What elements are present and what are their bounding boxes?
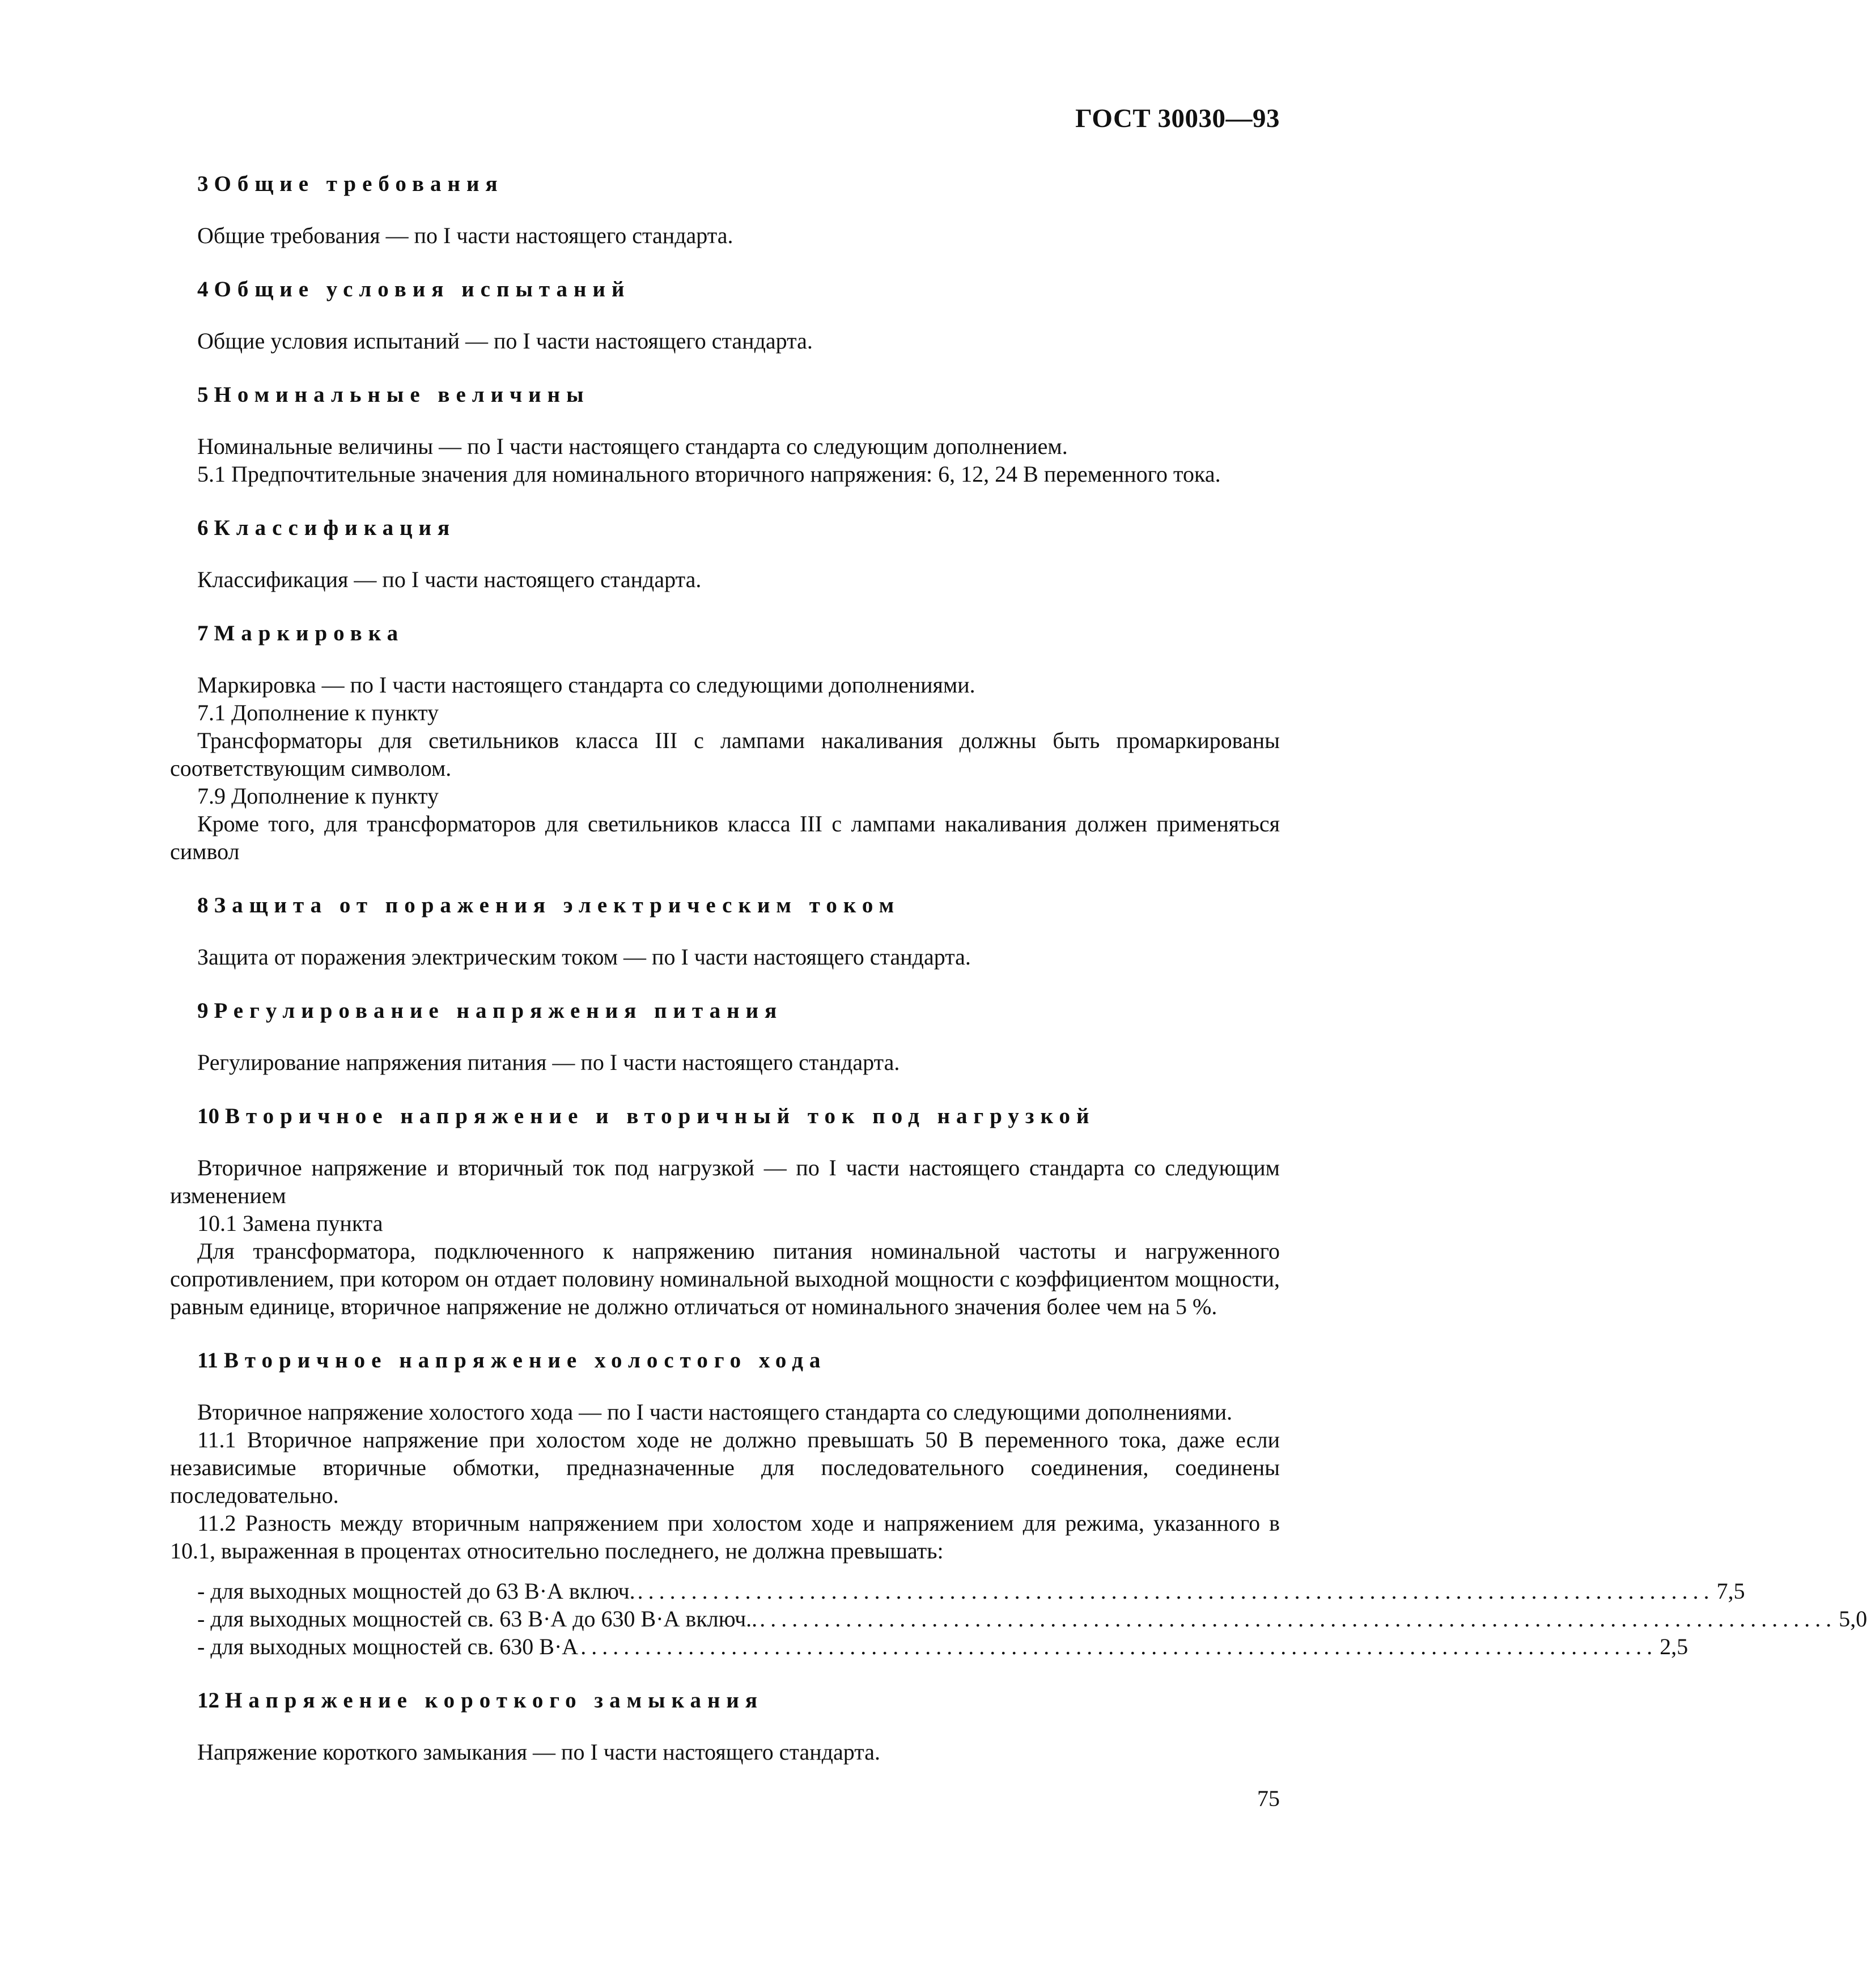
section-heading — [197, 170, 1280, 198]
section-heading — [197, 891, 1280, 919]
section-heading — [197, 1102, 1280, 1130]
section-number: 3 — [197, 172, 209, 196]
section-title: Вторичное напряжение и вторичный ток под нагрузкой — [225, 1104, 1096, 1128]
section-heading — [197, 275, 1280, 303]
section-title: Защита от поражения электрическим током — [214, 893, 901, 917]
paragraph: Общие требования — по I части настоящего стандарта. — [197, 223, 733, 248]
section-heading — [197, 1346, 1280, 1374]
section-7 — [170, 619, 1280, 865]
paragraph: Для трансформатора, подключенного к напряжению питания номинальной частоты и нагруженного сопротивлением, при котором он отдает половину номинальной выходной мощности с коэффициентом мощности, равным единице, вторичное напряжение не должно отличаться от номинального значения более чем на 5 %. — [170, 1238, 1280, 1319]
section-heading — [197, 514, 1280, 542]
list-item-value: 2,5 — [1660, 1634, 1688, 1659]
list-item-label: - для выходных мощностей св. 630 В·А — [197, 1634, 579, 1659]
tolerance-list — [170, 1577, 1867, 1660]
list-item-label: - для выходных мощностей св. 63 В·А до 630 В·А включ.. — [197, 1606, 758, 1632]
paragraph: Номинальные величины — по I части настоящего стандарта со следующим дополнением. — [197, 434, 1068, 459]
section-6 — [170, 514, 1280, 593]
paragraph: Общие условия испытаний — по I части настоящего стандарта. — [197, 328, 813, 354]
section-4 — [170, 275, 1280, 355]
list-item-value: 5,0 — [1839, 1606, 1867, 1632]
section-number: 6 — [197, 516, 209, 540]
paragraph: Вторичное напряжение и вторичный ток под нагрузкой — по I части настоящего стандарта со следующим изменением — [170, 1155, 1280, 1208]
paragraph: Защита от поражения электрическим током — по I части настоящего стандарта. — [197, 944, 971, 970]
section-number: 5 — [197, 383, 209, 407]
section-number: 10 — [197, 1104, 219, 1128]
section-heading — [197, 619, 1280, 647]
section-title: Маркировка — [214, 621, 405, 645]
paragraph: Трансформаторы для светильников класса III с лампами накаливания должны быть промаркированы соответствующим символом. — [170, 728, 1280, 781]
document-body — [170, 170, 1867, 1792]
section-5 — [170, 381, 1280, 488]
paragraph: Маркировка — по I части настоящего стандарта со следующими дополнениями. — [197, 672, 975, 698]
section-11 — [170, 1346, 1867, 1660]
paragraph: 11.2 Разность между вторичным напряжением при холостом ходе и напряжением для режима, указанного в 10.1, выраженная в процентах относительно последнего, не должна превышать: — [170, 1510, 1280, 1564]
section-3 — [170, 170, 1280, 249]
paragraph: 11.1 Вторичное напряжение при холостом ходе не должно превышать 50 В переменного тока, даже если независимые вторичные обмотки, предназначенные для последовательного соединения, соединены последовательно. — [170, 1427, 1280, 1508]
section-number: 9 — [197, 999, 209, 1023]
section-title: Классификация — [214, 516, 456, 540]
section-title: Напряжение короткого замыкания — [225, 1688, 764, 1713]
section-8 — [170, 891, 1280, 971]
leader-dots: .................................................................................................... — [580, 1634, 1658, 1659]
paragraph: Вторичное напряжение холостого хода — по I части настоящего стандарта со следующими дополнениями. — [197, 1399, 1233, 1425]
paragraph: Напряжение короткого замыкания — по I части настоящего стандарта. — [197, 1739, 880, 1765]
list-item — [197, 1605, 1867, 1633]
section-number: 4 — [197, 277, 209, 301]
section-title: Общие условия испытаний — [214, 277, 631, 301]
section-number: 7 — [197, 621, 209, 645]
section-heading — [197, 381, 1280, 409]
section-title: Регулирование напряжения питания — [214, 999, 783, 1023]
paragraph: Классификация — по I части настоящего стандарта. — [197, 567, 702, 592]
section-10 — [170, 1102, 1280, 1320]
leader-dots: .................................................................................................... — [759, 1606, 1837, 1632]
document-header: ГОСТ 30030—93 — [1075, 104, 1280, 133]
section-title: Общие требования — [214, 172, 504, 196]
section-heading — [197, 1687, 1280, 1714]
section-12 — [170, 1687, 1280, 1766]
section-heading — [197, 997, 1280, 1025]
section-9 — [170, 997, 1280, 1076]
paragraph: 7.1 Дополнение к пункту — [197, 700, 439, 725]
paragraph: 5.1 Предпочтительные значения для номинального вторичного напряжения: 6, 12, 24 В переменного тока. — [197, 461, 1221, 487]
section-title: Номинальные величины — [214, 383, 590, 407]
list-item-value: 7,5 — [1716, 1578, 1745, 1604]
leader-dots: .................................................................................................... — [637, 1578, 1715, 1604]
paragraph: Кроме того, для трансформаторов для светильников класса III с лампами накаливания должен применяться символ — [170, 811, 1280, 864]
list-item — [197, 1633, 1688, 1660]
paragraph: 7.9 Дополнение к пункту — [197, 783, 439, 809]
section-number: 8 — [197, 893, 209, 917]
list-item — [197, 1577, 1745, 1605]
paragraph: 10.1 Замена пункта — [197, 1210, 383, 1236]
paragraph: Регулирование напряжения питания — по I части настоящего стандарта. — [197, 1050, 900, 1075]
section-number: 11 — [197, 1348, 218, 1373]
page-number: 75 — [1257, 1786, 1280, 1811]
list-item-label: - для выходных мощностей до 63 В·А включ. — [197, 1578, 635, 1604]
section-number: 12 — [197, 1688, 219, 1713]
section-title: Вторичное напряжение холостого хода — [223, 1348, 827, 1373]
